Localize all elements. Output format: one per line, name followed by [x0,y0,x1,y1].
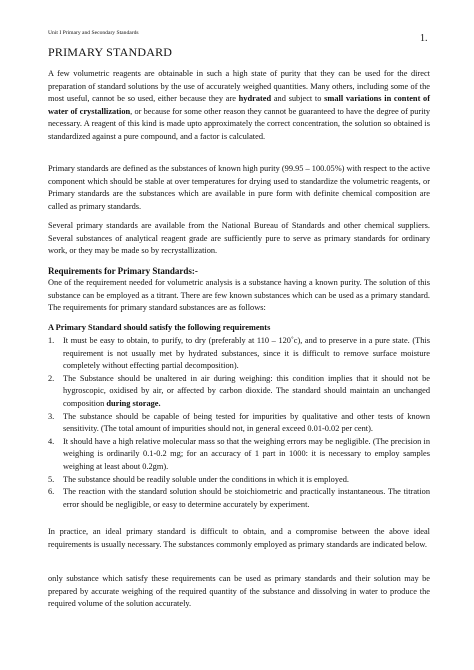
page-number: 1. [420,33,428,44]
list-item-number: 1. [48,336,55,345]
list-item-text: The Substance should be unaltered in air during weighing: this condition implies that it should not be hygroscopic, oxidised by air, or affected by carbon dioxide. The standard should maintain an unchanged composition [63,373,430,408]
list-item-number: 3. [48,411,55,421]
list-item-text: The substance should be readily soluble under the conditions in which it is employed. [63,474,349,484]
intro-bold-hydrated: hydrated [238,94,272,104]
list-item-number: 5. [48,474,55,484]
list-item-number: 6. [48,487,55,497]
list-item [48,411,430,436]
list-item [48,486,430,511]
requirements-intro-paragraph: One of the requirement needed for volumetric analysis is a substance having a known purity. The solution of this substance can be employed as a titrant. There are few known substances which can be used as a primary standard. The requirements for primary standard substances are as follows: [48,278,430,313]
page-title: PRIMARY STANDARD [48,45,173,59]
requirements-heading: Requirements for Primary Standards:- [48,266,198,276]
intro-text-1: A few volumetric reagents are obtainable in such a high state of purity that they can be used for the direct preparation of standard solutions by the use of accurately weighed quantities. Many others, including some of the most useful, cannot be so used, either because they are [48,69,430,104]
intro-bold-variations: small variations in content of water of crystallization [48,94,431,116]
list-item-text: It must be easy to obtain, to purify, to dry (preferably at 110 – 120˚c), and to preserve in a pure state. (This requirement is not usually met by hydrated substances, since it is difficult to remove surface moisture completely without effecting partial decomposition). [63,336,430,371]
practice-paragraph: In practice, an ideal primary standard is difficult to obtain, and a compromise between the above ideal requirements is usually necessary. The substances commonly employed as primary standards are indicated below. [48,527,430,549]
intro-text-2: and subject to [271,94,325,104]
availability-paragraph: Several primary standards are available from the National Bureau of Standards and other chemical suppliers. Several substances of analytical reagent grade are sufficiently pure to serve as primary standards for ordinary work, or they may be made so by recrystallization. [48,221,430,256]
list-item-text: The reaction with the standard solution should be stoichiometric and practically instantaneous. The titration error should be negligible, or easy to determine accurately by experiment. [63,487,430,509]
list-item-text: It should have a high relative molecular mass so that the weighing errors may be negligible. (The precision in weighing is ordinarily 0.1-0.2 mg; for an accuracy of 1 part in 1000: it is necessary to employ samples weighing at least about 0.2gm). [63,436,430,471]
requirements-list [48,335,430,511]
definition-paragraph: Primary standards are defined as the substances of known high purity (99.95 – 100.05%) with respect to the active component which should be stable at over temperatures for drying used to standardize the volumetric reagents, or Primary standards are the substances which are available in pure form with definite chemical composition are called as primary standards. [48,164,430,211]
list-heading: A Primary Standard should satisfy the following requirements [48,323,271,332]
list-item [48,474,430,487]
list-item [48,436,430,474]
list-item-text: The substance should be capable of being tested for impurities by qualitative and other tests of known sensitivity. (The total amount of impurities should not, in general exceed 0.01-0.02 per cent). [63,411,430,434]
list-item-number: 2. [48,373,55,383]
list-item [48,373,430,411]
intro-text-3: , or because for some other reason they cannot be guaranteed to have the degree of purity necessary. A reagent of this kind is made upto approximately the correct concentration, the solution so obtained is standardized against a pure compound, and a factor is calculated. [48,106,430,141]
list-item-number: 4. [48,436,55,446]
closing-paragraph: only substance which satisfy these requirements can be used as primary standards and their solution may be prepared by accurate weighing of the required quantity of the substance and dissolving in water to produce the required volume of the solution accurately. [48,574,430,609]
intro-paragraph [48,68,430,144]
list-item-bold: during storage. [106,398,161,408]
running-header: Unit I Primary and Secondary Standards [48,30,139,36]
list-item [48,335,430,373]
